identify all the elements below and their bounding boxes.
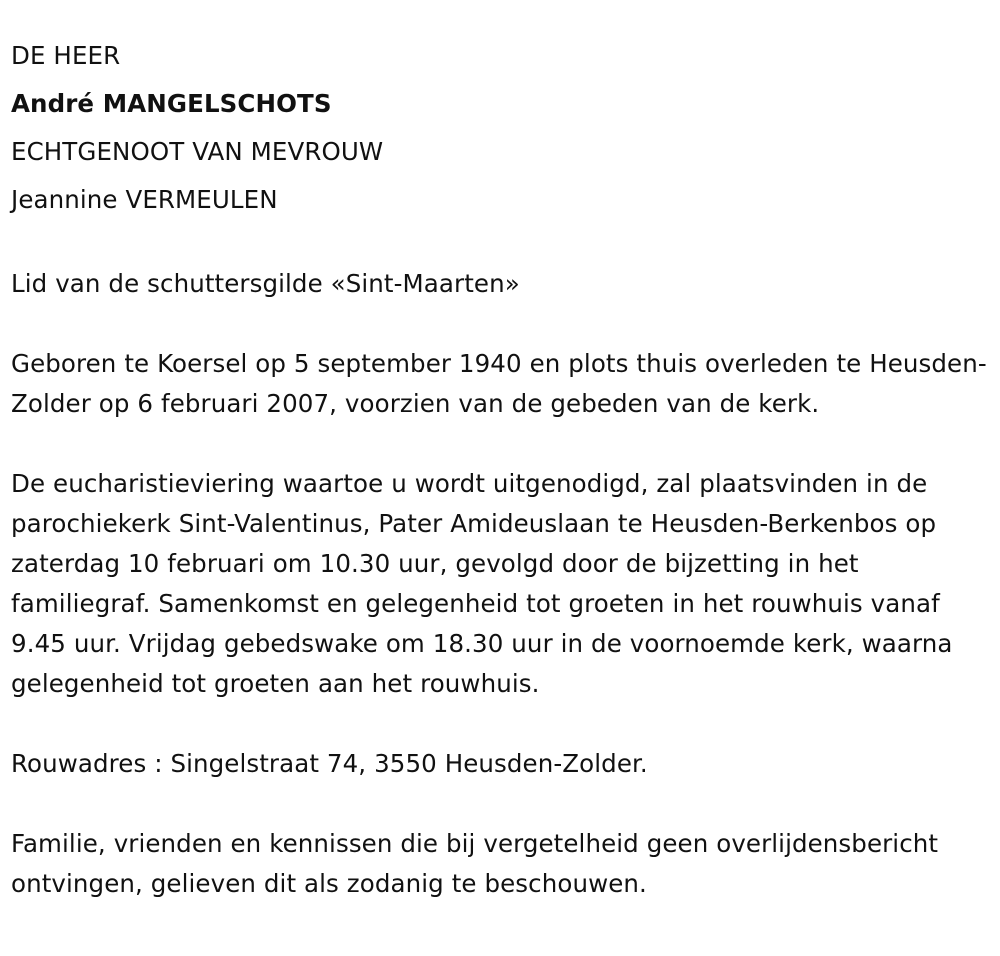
title-prefix: DE HEER xyxy=(11,41,121,70)
membership-paragraph: Lid van de schuttersgilde «Sint-Maarten» xyxy=(11,269,520,298)
address-paragraph: Rouwadres : Singelstraat 74, 3550 Heusden-Zolder. xyxy=(11,749,648,778)
deceased-name: André MANGELSCHOTS xyxy=(11,89,332,118)
birth-death-paragraph: Geboren te Koersel op 5 september 1940 en plots thuis overleden te Heusden-Zolder op 6 februari 2007, voorzien van de gebeden van de kerk. xyxy=(11,349,987,418)
relation-line: ECHTGENOOT VAN MEVROUW xyxy=(11,137,384,166)
deceased-header xyxy=(11,0,990,224)
notice-paragraph: Familie, vrienden en kennissen die bij vergetelheid geen overlijdensbericht ontvingen, gelieven dit als zodanig te beschouwen. xyxy=(11,829,939,898)
ceremony-paragraph: De eucharistieviering waartoe u wordt uitgenodigd, zal plaatsvinden in de parochiekerk Sint-Valentinus, Pater Amideuslaan te Heusden-Berkenbos op zaterdag 10 februari om 10.30 uur, gevolgd door de bijzetting in het familiegraf. Samenkomst en gelegenheid tot groeten in het rouwhuis vanaf 9.45 uur. Vrijdag gebedswake om 18.30 uur in de voornoemde kerk, waarna gelegenheid tot groeten aan het rouwhuis. xyxy=(11,469,953,698)
spouse-name: Jeannine VERMEULEN xyxy=(11,185,278,214)
